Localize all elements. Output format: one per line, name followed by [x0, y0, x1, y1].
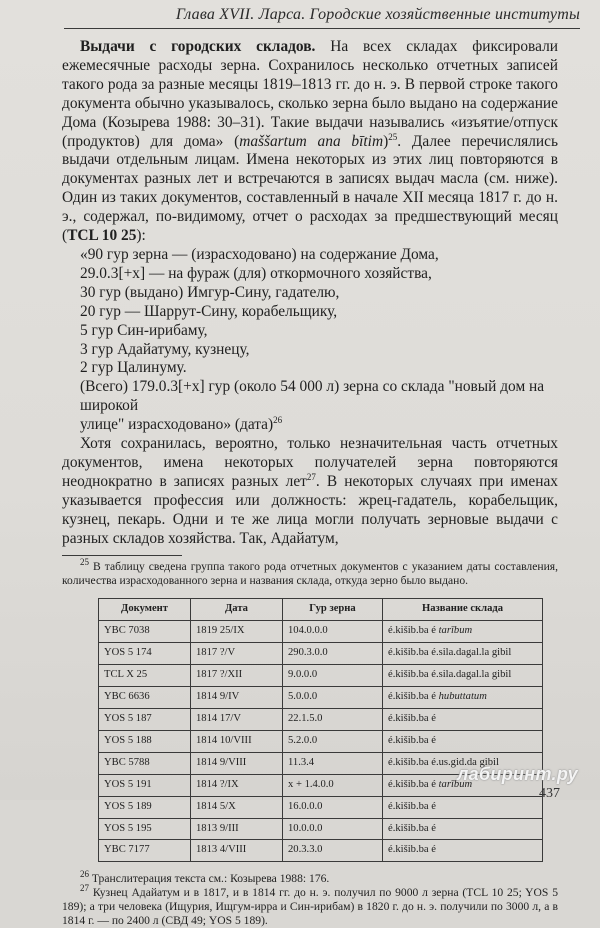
- paragraph-1: Выдачи с городских складов. На всех складах фиксировали ежемесячные расходы зерна. Сохранилось несколько отчетных записей такого рода за разные месяцы 1819–1813 гг. до н. э. В первой строке такого документа обычно указывалось, сколько зерна было выдано на содержание Дома (Козырева 1988: 30–31). Такие выдачи назывались «изъятие/отпуск (продуктов) для дома» (maššartum ana bītim)$^{25}$. Далее перечислялись выдачи отдельным лицам. Имена некоторых из этих лиц повторяются в документах разных лет и встречаются в записях выдач масла (см. ниже). Один из таких документов, составленный в начале XII месяца 1817 г. до н. э., содержал, по-видимому, отчет о расходах за предшествующий месяц (TCL 10 25):: [62, 38, 558, 245]
- quoted-document: [62, 246, 558, 435]
- main-text: [62, 38, 558, 928]
- paragraph-2: Хотя сохранилась, вероятно, только незначительная часть отчетных документов, имена некоторых получателей зерна повторяются неоднократно в записях разных лет$^{27}$. В некоторых случаях при именах указывается профессия или должность: жрец-гадатель, корабельщик, кузнец, пекарь. Одни и те же лица могли получать зерновые выдачи с разных складов хозяйства. Так, Адайатум,: [62, 435, 558, 547]
- column-header-document: Документ: [99, 599, 191, 621]
- running-head: Глава XVII. Ларса. Городские хозяйственные институты: [175, 6, 580, 23]
- quote-line: 5 гур Син-ирибаму,: [80, 321, 208, 339]
- footnote-27: $^{27}$ Кузнец Адайатум и в 1817, и в 1814 гг. до н. э. получил по 9000 л зерна (TCL 10 25; YOS 5 189); а три человека (Ищурия, Ищгум-ирра и Син-ирибам) в 1820 г. до н. э. получили по 3000 л, а в 1814 г. — по 2400 л (СВД 49; YOS 5 189).: [62, 883, 558, 928]
- table-row: YBC 7177 1813 4/VIII 20.3.3.0 é.kišib.ba é: [99, 840, 543, 862]
- footnote-26: $^{26}$ Транслитерация текста см.: Козырева 1988: 176.: [80, 869, 330, 886]
- table-header-row: [99, 599, 543, 621]
- akkadian-term: maššartum ana bītim: [239, 132, 384, 150]
- table-row: YOS 5 195 1813 9/III 10.0.0.0 é.kišib.ba é: [99, 818, 543, 840]
- quote-total: (Всего) 179.0.3[+x] гур (около 54 000 л) зерна со склада "новый дом на широкой: [80, 378, 545, 415]
- watermark-logo: лабиринт.ру: [457, 764, 578, 784]
- footnote-ref-27[interactable]: 27: [306, 471, 316, 482]
- column-header-gur: Гур зерна: [283, 599, 383, 621]
- footnote-ref-26[interactable]: 26: [273, 415, 283, 425]
- quote-line: «90 гур зерна — (израсходовано) на содержание Дома,: [80, 245, 439, 263]
- ration-table: [98, 598, 543, 862]
- column-header-storehouse: Название склада: [383, 599, 543, 621]
- quote-line: 3 гур Адайатуму, кузнецу,: [80, 340, 250, 358]
- column-header-date: Дата: [191, 599, 283, 621]
- table-row: YOS 5 191 1814 ?/IX x + 1.4.0.0 é.kišib.ba é tarībum: [99, 774, 543, 796]
- table-row: YOS 5 187 1814 17/V 22.1.5.0 é.kišib.ba é: [99, 709, 543, 731]
- footnote-ref-25[interactable]: 25: [388, 131, 398, 142]
- quote-line: 29.0.3[+x] — на фураж (для) откормочного хозяйства,: [80, 264, 432, 282]
- table-row: TCL X 25 1817 ?/XII 9.0.0.0 é.kišib.ba é.sila.dagal.la gibil: [99, 665, 543, 687]
- table-row: YOS 5 188 1814 10/VIII 5.2.0.0 é.kišib.ba é: [99, 730, 543, 752]
- quote-line: 30 гур (выдано) Имгур-Сину, гадателю,: [80, 283, 340, 301]
- quote-line: 20 гур — Шаррут-Сину, корабельщику,: [80, 302, 338, 320]
- table-row: YOS 5 174 1817 ?/V 290.3.0.0 é.kišib.ba é.sila.dagal.la gibil: [99, 643, 543, 665]
- table-row: YBC 6636 1814 9/IV 5.0.0.0 é.kišib.ba é hubuttatum: [99, 687, 543, 709]
- footnote-25: $^{25}$ В таблицу сведена группа такого рода отчетных документов с указанием даты составления, количества израсходованного зерна и названия склада, откуда зерно было выдано.: [62, 557, 558, 588]
- quote-line: 2 гур Цалинуму.: [80, 359, 187, 377]
- quote-total-end: улице" израсходовано» (дата)$^{26}$: [80, 415, 283, 434]
- table-row: YBC 5788 1814 9/VIII 11.3.4 é.kišib.ba é.us.gid.da gibil: [99, 752, 543, 774]
- page-number: 437: [539, 786, 560, 801]
- header-rule: [64, 28, 580, 29]
- table-row: YBC 7038 1819 25/IX 104.0.0.0 é.kišib.ba é tarībum: [99, 621, 543, 643]
- document-reference: TCL 10 25: [67, 227, 137, 245]
- footnote-divider: [62, 555, 182, 556]
- table-row: YOS 5 189 1814 5/X 16.0.0.0 é.kišib.ba é: [99, 796, 543, 818]
- section-heading: Выдачи с городских складов.: [80, 38, 316, 55]
